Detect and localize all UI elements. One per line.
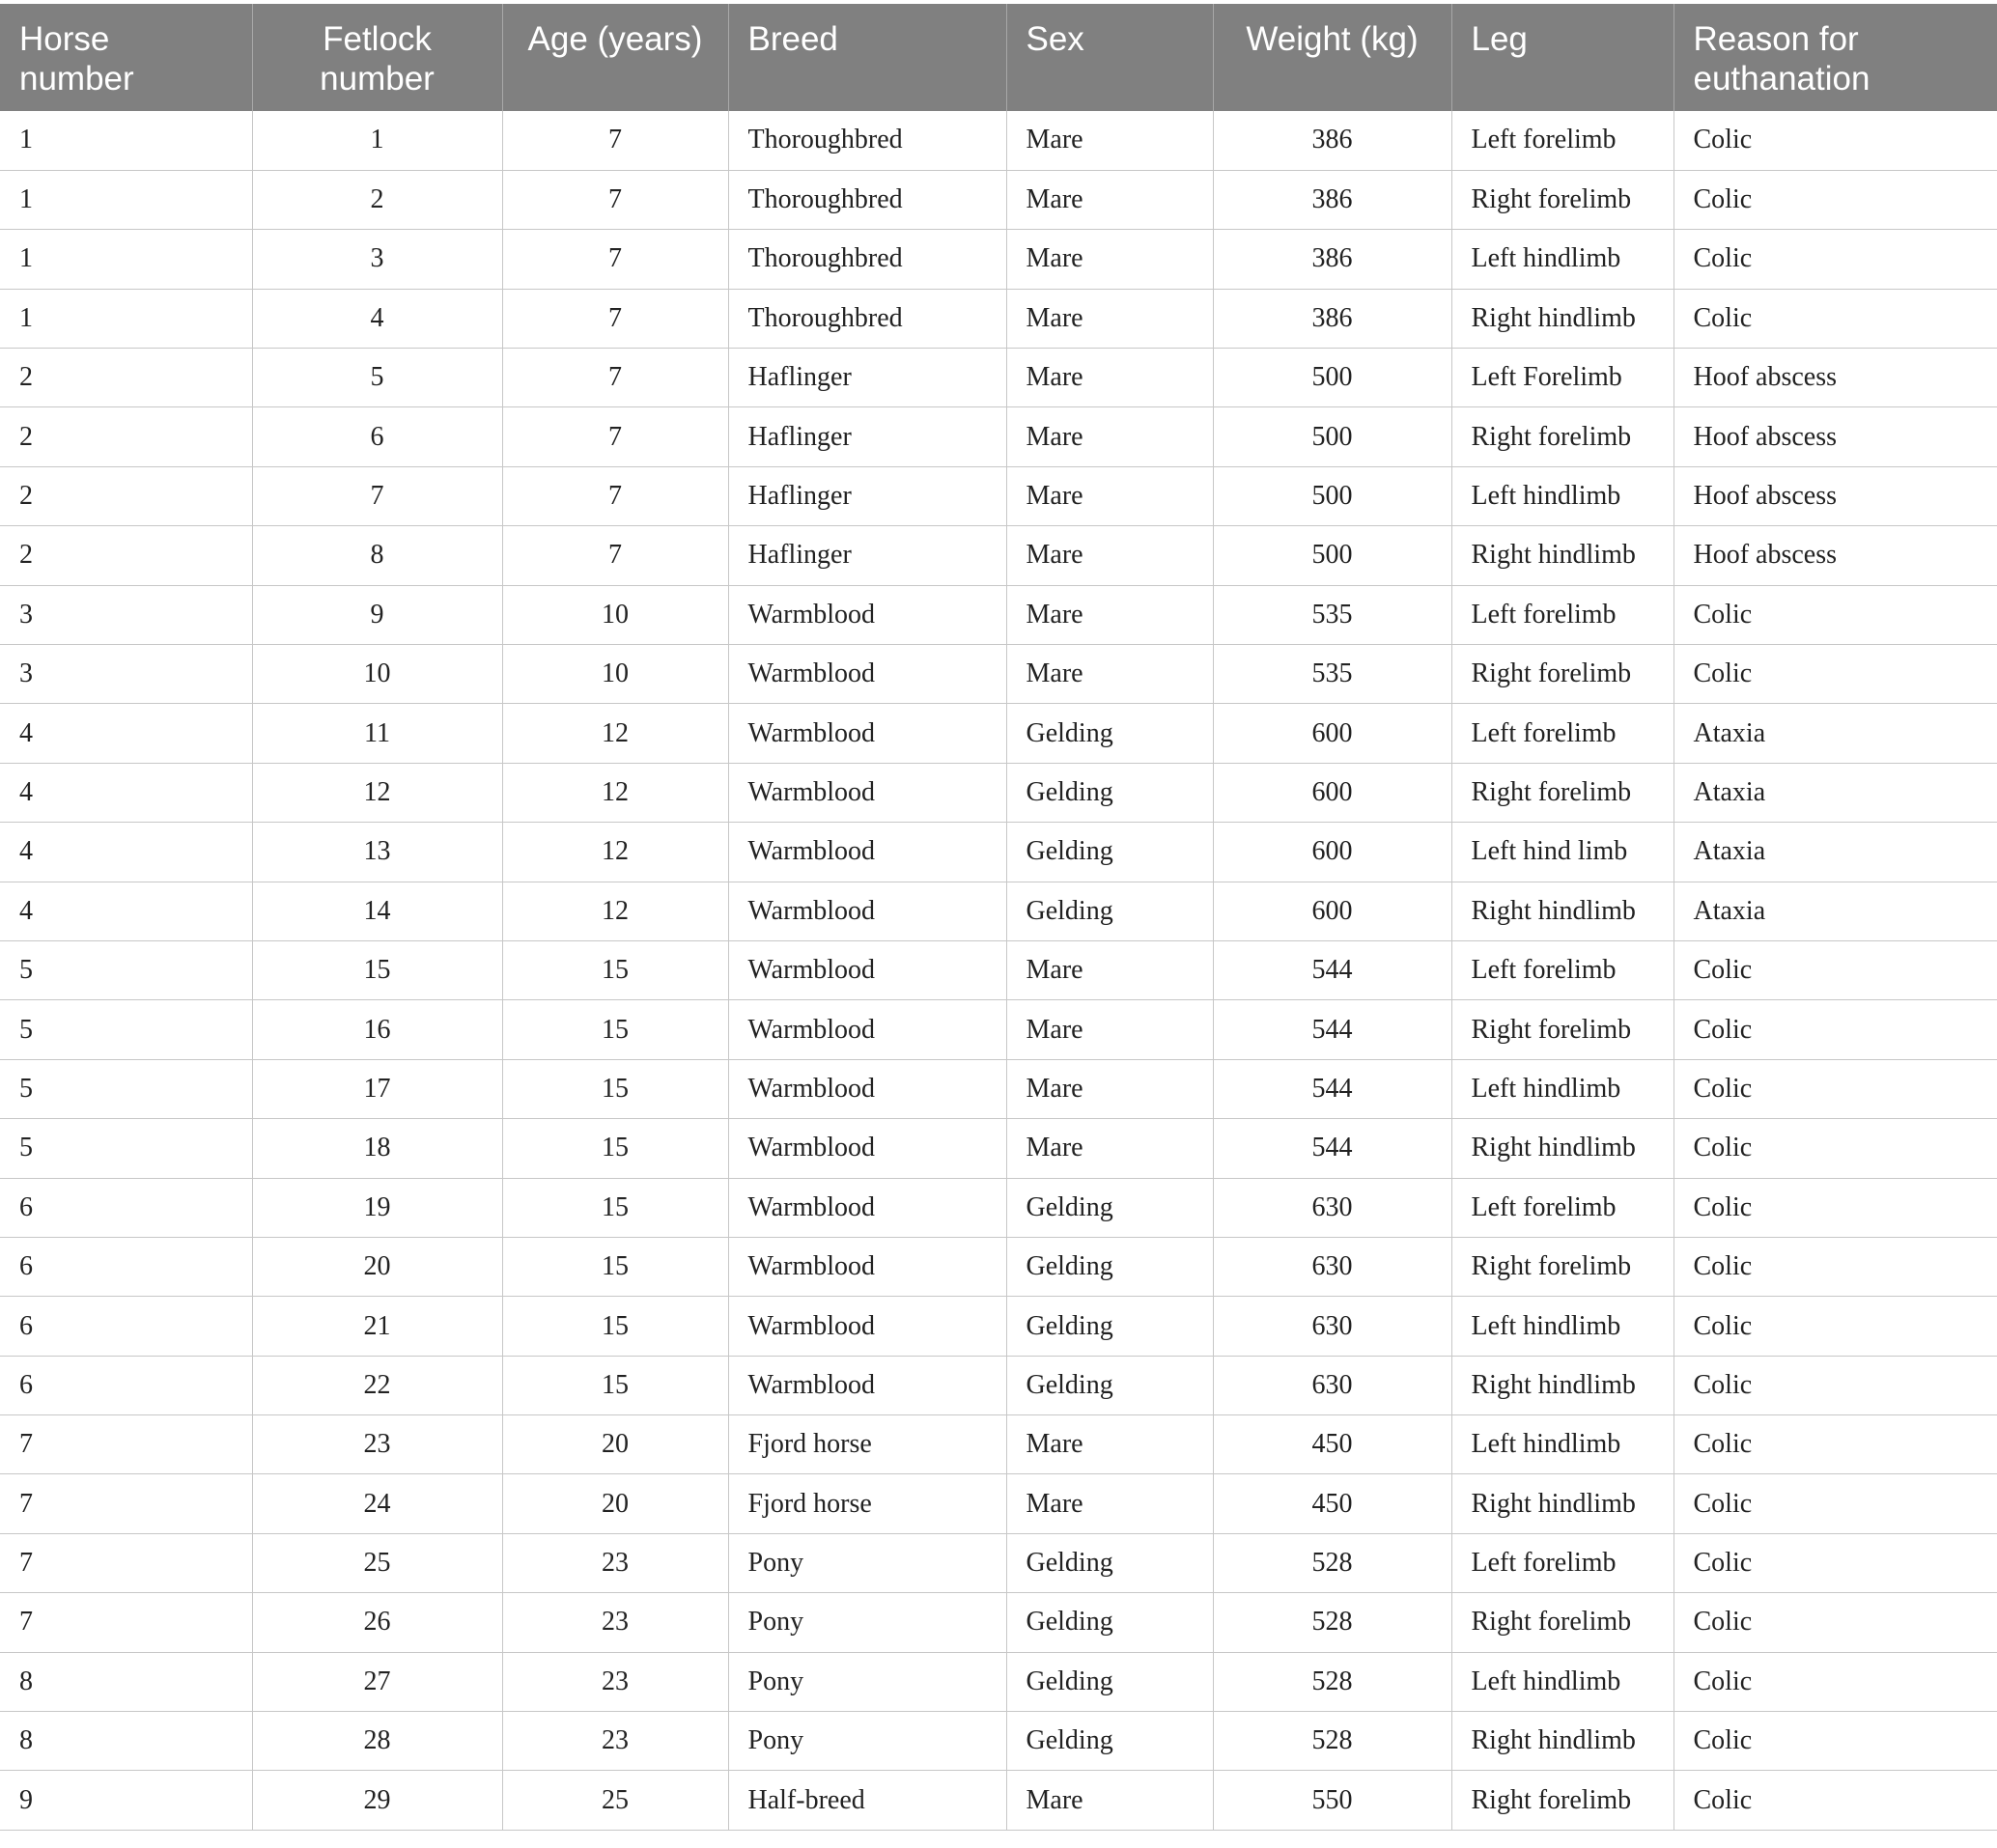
sex-cell: Mare xyxy=(1006,289,1213,348)
weight-cell: 500 xyxy=(1213,407,1451,466)
breed-cell: Warmblood xyxy=(728,1059,1006,1118)
fetlock-number-cell: 18 xyxy=(252,1119,502,1178)
age-cell: 7 xyxy=(502,230,728,289)
sex-cell: Gelding xyxy=(1006,1593,1213,1652)
age-cell: 15 xyxy=(502,1237,728,1296)
table-row xyxy=(0,466,1997,525)
fetlock-number-cell: 15 xyxy=(252,940,502,999)
reason-cell: Hoof abscess xyxy=(1674,466,1997,525)
weight-cell: 600 xyxy=(1213,823,1451,882)
leg-cell: Right hindlimb xyxy=(1451,1712,1674,1771)
breed-cell: Haflinger xyxy=(728,349,1006,407)
table-row xyxy=(0,645,1997,704)
reason-cell: Colic xyxy=(1674,585,1997,644)
table-row xyxy=(0,1712,1997,1771)
weight-cell: 544 xyxy=(1213,1059,1451,1118)
reason-cell: Colic xyxy=(1674,1237,1997,1296)
weight-cell: 630 xyxy=(1213,1297,1451,1356)
table-row xyxy=(0,526,1997,585)
sex-cell: Gelding xyxy=(1006,1237,1213,1296)
age-cell: 23 xyxy=(502,1652,728,1711)
table-row xyxy=(0,1237,1997,1296)
breed-cell: Warmblood xyxy=(728,1297,1006,1356)
age-cell: 7 xyxy=(502,466,728,525)
reason-cell: Colic xyxy=(1674,1178,1997,1237)
table-row xyxy=(0,1474,1997,1533)
fetlock-number-cell: 16 xyxy=(252,1000,502,1059)
horse-number-cell: 4 xyxy=(0,882,252,940)
header-sex: Sex xyxy=(1006,4,1213,111)
table-row xyxy=(0,1652,1997,1711)
breed-cell: Warmblood xyxy=(728,1356,1006,1414)
age-cell: 15 xyxy=(502,1178,728,1237)
header-row xyxy=(0,4,1997,111)
weight-cell: 500 xyxy=(1213,349,1451,407)
weight-cell: 528 xyxy=(1213,1533,1451,1592)
horse-number-cell: 3 xyxy=(0,645,252,704)
horse-fetlock-table xyxy=(0,4,1997,1831)
sex-cell: Mare xyxy=(1006,940,1213,999)
weight-cell: 550 xyxy=(1213,1771,1451,1830)
table-row xyxy=(0,882,1997,940)
reason-cell: Ataxia xyxy=(1674,823,1997,882)
leg-cell: Right forelimb xyxy=(1451,763,1674,822)
breed-cell: Pony xyxy=(728,1593,1006,1652)
breed-cell: Haflinger xyxy=(728,466,1006,525)
leg-cell: Right hindlimb xyxy=(1451,1356,1674,1414)
horse-number-cell: 4 xyxy=(0,763,252,822)
table-row xyxy=(0,763,1997,822)
weight-cell: 386 xyxy=(1213,289,1451,348)
header-fetlock-number: Fetlock number xyxy=(252,4,502,111)
table-row xyxy=(0,1119,1997,1178)
leg-cell: Left hindlimb xyxy=(1451,1297,1674,1356)
sex-cell: Gelding xyxy=(1006,823,1213,882)
age-cell: 7 xyxy=(502,407,728,466)
fetlock-number-cell: 22 xyxy=(252,1356,502,1414)
table-row xyxy=(0,111,1997,170)
breed-cell: Warmblood xyxy=(728,1000,1006,1059)
reason-cell: Ataxia xyxy=(1674,882,1997,940)
age-cell: 15 xyxy=(502,1000,728,1059)
header-horse-number: Horse number xyxy=(0,4,252,111)
horse-number-cell: 2 xyxy=(0,407,252,466)
table-row xyxy=(0,1297,1997,1356)
weight-cell: 386 xyxy=(1213,111,1451,170)
leg-cell: Left hind limb xyxy=(1451,823,1674,882)
horse-number-cell: 5 xyxy=(0,940,252,999)
reason-cell: Colic xyxy=(1674,645,1997,704)
breed-cell: Thoroughbred xyxy=(728,170,1006,229)
fetlock-number-cell: 12 xyxy=(252,763,502,822)
leg-cell: Right forelimb xyxy=(1451,407,1674,466)
header-weight: Weight (kg) xyxy=(1213,4,1451,111)
breed-cell: Half-breed xyxy=(728,1771,1006,1830)
horse-number-cell: 5 xyxy=(0,1059,252,1118)
fetlock-number-cell: 5 xyxy=(252,349,502,407)
sex-cell: Mare xyxy=(1006,645,1213,704)
breed-cell: Haflinger xyxy=(728,407,1006,466)
fetlock-number-cell: 11 xyxy=(252,704,502,763)
weight-cell: 450 xyxy=(1213,1474,1451,1533)
table-row xyxy=(0,704,1997,763)
age-cell: 15 xyxy=(502,1119,728,1178)
leg-cell: Left hindlimb xyxy=(1451,1059,1674,1118)
breed-cell: Warmblood xyxy=(728,1178,1006,1237)
reason-cell: Colic xyxy=(1674,1356,1997,1414)
table-row xyxy=(0,823,1997,882)
horse-number-cell: 1 xyxy=(0,289,252,348)
horse-number-cell: 8 xyxy=(0,1652,252,1711)
leg-cell: Right hindlimb xyxy=(1451,289,1674,348)
age-cell: 23 xyxy=(502,1712,728,1771)
leg-cell: Right hindlimb xyxy=(1451,1474,1674,1533)
horse-number-cell: 2 xyxy=(0,466,252,525)
reason-cell: Colic xyxy=(1674,1593,1997,1652)
fetlock-number-cell: 4 xyxy=(252,289,502,348)
fetlock-number-cell: 27 xyxy=(252,1652,502,1711)
breed-cell: Pony xyxy=(728,1533,1006,1592)
reason-cell: Colic xyxy=(1674,1415,1997,1474)
reason-cell: Colic xyxy=(1674,940,1997,999)
table-row xyxy=(0,289,1997,348)
header-reason: Reason for euthanation xyxy=(1674,4,1997,111)
reason-cell: Colic xyxy=(1674,1000,1997,1059)
horse-number-cell: 6 xyxy=(0,1297,252,1356)
horse-number-cell: 4 xyxy=(0,823,252,882)
table-row xyxy=(0,170,1997,229)
horse-number-cell: 9 xyxy=(0,1771,252,1830)
reason-cell: Colic xyxy=(1674,1712,1997,1771)
sex-cell: Mare xyxy=(1006,1474,1213,1533)
weight-cell: 600 xyxy=(1213,704,1451,763)
leg-cell: Left forelimb xyxy=(1451,1533,1674,1592)
horse-number-cell: 7 xyxy=(0,1415,252,1474)
sex-cell: Mare xyxy=(1006,1771,1213,1830)
weight-cell: 528 xyxy=(1213,1712,1451,1771)
age-cell: 12 xyxy=(502,882,728,940)
fetlock-number-cell: 20 xyxy=(252,1237,502,1296)
weight-cell: 528 xyxy=(1213,1593,1451,1652)
weight-cell: 630 xyxy=(1213,1356,1451,1414)
horse-number-cell: 8 xyxy=(0,1712,252,1771)
breed-cell: Warmblood xyxy=(728,882,1006,940)
fetlock-number-cell: 17 xyxy=(252,1059,502,1118)
fetlock-number-cell: 24 xyxy=(252,1474,502,1533)
fetlock-number-cell: 25 xyxy=(252,1533,502,1592)
leg-cell: Right forelimb xyxy=(1451,645,1674,704)
reason-cell: Colic xyxy=(1674,1652,1997,1711)
fetlock-number-cell: 28 xyxy=(252,1712,502,1771)
leg-cell: Right forelimb xyxy=(1451,1237,1674,1296)
sex-cell: Mare xyxy=(1006,466,1213,525)
reason-cell: Ataxia xyxy=(1674,763,1997,822)
reason-cell: Colic xyxy=(1674,111,1997,170)
table-row xyxy=(0,1000,1997,1059)
leg-cell: Left hindlimb xyxy=(1451,230,1674,289)
table-row xyxy=(0,349,1997,407)
reason-cell: Colic xyxy=(1674,1059,1997,1118)
reason-cell: Colic xyxy=(1674,170,1997,229)
table-row xyxy=(0,1593,1997,1652)
reason-cell: Colic xyxy=(1674,1119,1997,1178)
leg-cell: Right hindlimb xyxy=(1451,526,1674,585)
fetlock-number-cell: 14 xyxy=(252,882,502,940)
reason-cell: Colic xyxy=(1674,289,1997,348)
age-cell: 15 xyxy=(502,940,728,999)
sex-cell: Mare xyxy=(1006,111,1213,170)
weight-cell: 386 xyxy=(1213,170,1451,229)
reason-cell: Hoof abscess xyxy=(1674,407,1997,466)
sex-cell: Mare xyxy=(1006,230,1213,289)
age-cell: 20 xyxy=(502,1474,728,1533)
leg-cell: Left forelimb xyxy=(1451,704,1674,763)
weight-cell: 630 xyxy=(1213,1178,1451,1237)
breed-cell: Warmblood xyxy=(728,1119,1006,1178)
breed-cell: Warmblood xyxy=(728,585,1006,644)
table-row xyxy=(0,585,1997,644)
sex-cell: Gelding xyxy=(1006,763,1213,822)
horse-number-cell: 7 xyxy=(0,1474,252,1533)
fetlock-number-cell: 19 xyxy=(252,1178,502,1237)
fetlock-number-cell: 7 xyxy=(252,466,502,525)
age-cell: 12 xyxy=(502,823,728,882)
age-cell: 15 xyxy=(502,1059,728,1118)
leg-cell: Right hindlimb xyxy=(1451,882,1674,940)
sex-cell: Gelding xyxy=(1006,882,1213,940)
reason-cell: Colic xyxy=(1674,1533,1997,1592)
leg-cell: Right forelimb xyxy=(1451,170,1674,229)
sex-cell: Gelding xyxy=(1006,1712,1213,1771)
table-row xyxy=(0,1415,1997,1474)
sex-cell: Mare xyxy=(1006,349,1213,407)
breed-cell: Thoroughbred xyxy=(728,111,1006,170)
reason-cell: Colic xyxy=(1674,1297,1997,1356)
sex-cell: Mare xyxy=(1006,1000,1213,1059)
sex-cell: Gelding xyxy=(1006,1356,1213,1414)
leg-cell: Right forelimb xyxy=(1451,1000,1674,1059)
reason-cell: Colic xyxy=(1674,230,1997,289)
age-cell: 15 xyxy=(502,1356,728,1414)
fetlock-number-cell: 1 xyxy=(252,111,502,170)
sex-cell: Gelding xyxy=(1006,1533,1213,1592)
leg-cell: Left hindlimb xyxy=(1451,466,1674,525)
age-cell: 10 xyxy=(502,585,728,644)
table-row xyxy=(0,407,1997,466)
leg-cell: Right hindlimb xyxy=(1451,1119,1674,1178)
horse-number-cell: 2 xyxy=(0,349,252,407)
age-cell: 23 xyxy=(502,1533,728,1592)
age-cell: 7 xyxy=(502,111,728,170)
fetlock-number-cell: 8 xyxy=(252,526,502,585)
breed-cell: Warmblood xyxy=(728,940,1006,999)
weight-cell: 450 xyxy=(1213,1415,1451,1474)
horse-number-cell: 1 xyxy=(0,170,252,229)
age-cell: 10 xyxy=(502,645,728,704)
table-row xyxy=(0,1059,1997,1118)
leg-cell: Left forelimb xyxy=(1451,585,1674,644)
leg-cell: Left hindlimb xyxy=(1451,1652,1674,1711)
horse-number-cell: 7 xyxy=(0,1593,252,1652)
weight-cell: 544 xyxy=(1213,1119,1451,1178)
age-cell: 7 xyxy=(502,170,728,229)
header-age: Age (years) xyxy=(502,4,728,111)
horse-number-cell: 6 xyxy=(0,1237,252,1296)
age-cell: 7 xyxy=(502,526,728,585)
fetlock-number-cell: 10 xyxy=(252,645,502,704)
age-cell: 25 xyxy=(502,1771,728,1830)
table-row xyxy=(0,1771,1997,1830)
breed-cell: Fjord horse xyxy=(728,1415,1006,1474)
weight-cell: 600 xyxy=(1213,882,1451,940)
table-row xyxy=(0,1178,1997,1237)
age-cell: 7 xyxy=(502,289,728,348)
sex-cell: Mare xyxy=(1006,407,1213,466)
reason-cell: Hoof abscess xyxy=(1674,349,1997,407)
header-breed: Breed xyxy=(728,4,1006,111)
breed-cell: Warmblood xyxy=(728,823,1006,882)
fetlock-number-cell: 2 xyxy=(252,170,502,229)
weight-cell: 535 xyxy=(1213,585,1451,644)
fetlock-number-cell: 9 xyxy=(252,585,502,644)
fetlock-number-cell: 23 xyxy=(252,1415,502,1474)
leg-cell: Right forelimb xyxy=(1451,1593,1674,1652)
breed-cell: Pony xyxy=(728,1712,1006,1771)
sex-cell: Mare xyxy=(1006,170,1213,229)
fetlock-number-cell: 21 xyxy=(252,1297,502,1356)
weight-cell: 500 xyxy=(1213,526,1451,585)
age-cell: 15 xyxy=(502,1297,728,1356)
sex-cell: Gelding xyxy=(1006,1297,1213,1356)
horse-number-cell: 6 xyxy=(0,1178,252,1237)
breed-cell: Warmblood xyxy=(728,704,1006,763)
leg-cell: Left hindlimb xyxy=(1451,1415,1674,1474)
reason-cell: Colic xyxy=(1674,1771,1997,1830)
breed-cell: Fjord horse xyxy=(728,1474,1006,1533)
weight-cell: 535 xyxy=(1213,645,1451,704)
reason-cell: Hoof abscess xyxy=(1674,526,1997,585)
table-row xyxy=(0,1533,1997,1592)
age-cell: 7 xyxy=(502,349,728,407)
breed-cell: Thoroughbred xyxy=(728,230,1006,289)
table-body xyxy=(0,111,1997,1830)
breed-cell: Warmblood xyxy=(728,763,1006,822)
weight-cell: 500 xyxy=(1213,466,1451,525)
age-cell: 20 xyxy=(502,1415,728,1474)
leg-cell: Right forelimb xyxy=(1451,1771,1674,1830)
breed-cell: Pony xyxy=(728,1652,1006,1711)
horse-number-cell: 1 xyxy=(0,111,252,170)
sex-cell: Mare xyxy=(1006,1059,1213,1118)
header-leg: Leg xyxy=(1451,4,1674,111)
horse-number-cell: 6 xyxy=(0,1356,252,1414)
weight-cell: 600 xyxy=(1213,763,1451,822)
horse-number-cell: 5 xyxy=(0,1119,252,1178)
horse-number-cell: 2 xyxy=(0,526,252,585)
breed-cell: Haflinger xyxy=(728,526,1006,585)
fetlock-number-cell: 6 xyxy=(252,407,502,466)
age-cell: 12 xyxy=(502,704,728,763)
fetlock-number-cell: 13 xyxy=(252,823,502,882)
table-row xyxy=(0,230,1997,289)
table-row xyxy=(0,940,1997,999)
sex-cell: Mare xyxy=(1006,585,1213,644)
horse-number-cell: 1 xyxy=(0,230,252,289)
reason-cell: Colic xyxy=(1674,1474,1997,1533)
sex-cell: Mare xyxy=(1006,1415,1213,1474)
fetlock-number-cell: 3 xyxy=(252,230,502,289)
weight-cell: 544 xyxy=(1213,1000,1451,1059)
sex-cell: Mare xyxy=(1006,526,1213,585)
leg-cell: Left forelimb xyxy=(1451,1178,1674,1237)
leg-cell: Left Forelimb xyxy=(1451,349,1674,407)
sex-cell: Mare xyxy=(1006,1119,1213,1178)
weight-cell: 544 xyxy=(1213,940,1451,999)
horse-number-cell: 5 xyxy=(0,1000,252,1059)
leg-cell: Left forelimb xyxy=(1451,111,1674,170)
breed-cell: Warmblood xyxy=(728,645,1006,704)
leg-cell: Left forelimb xyxy=(1451,940,1674,999)
sex-cell: Gelding xyxy=(1006,1178,1213,1237)
horse-number-cell: 4 xyxy=(0,704,252,763)
horse-number-cell: 7 xyxy=(0,1533,252,1592)
breed-cell: Thoroughbred xyxy=(728,289,1006,348)
fetlock-number-cell: 26 xyxy=(252,1593,502,1652)
weight-cell: 528 xyxy=(1213,1652,1451,1711)
reason-cell: Ataxia xyxy=(1674,704,1997,763)
horse-number-cell: 3 xyxy=(0,585,252,644)
weight-cell: 386 xyxy=(1213,230,1451,289)
sex-cell: Gelding xyxy=(1006,704,1213,763)
sex-cell: Gelding xyxy=(1006,1652,1213,1711)
weight-cell: 630 xyxy=(1213,1237,1451,1296)
fetlock-number-cell: 29 xyxy=(252,1771,502,1830)
breed-cell: Warmblood xyxy=(728,1237,1006,1296)
age-cell: 23 xyxy=(502,1593,728,1652)
table-row xyxy=(0,1356,1997,1414)
age-cell: 12 xyxy=(502,763,728,822)
